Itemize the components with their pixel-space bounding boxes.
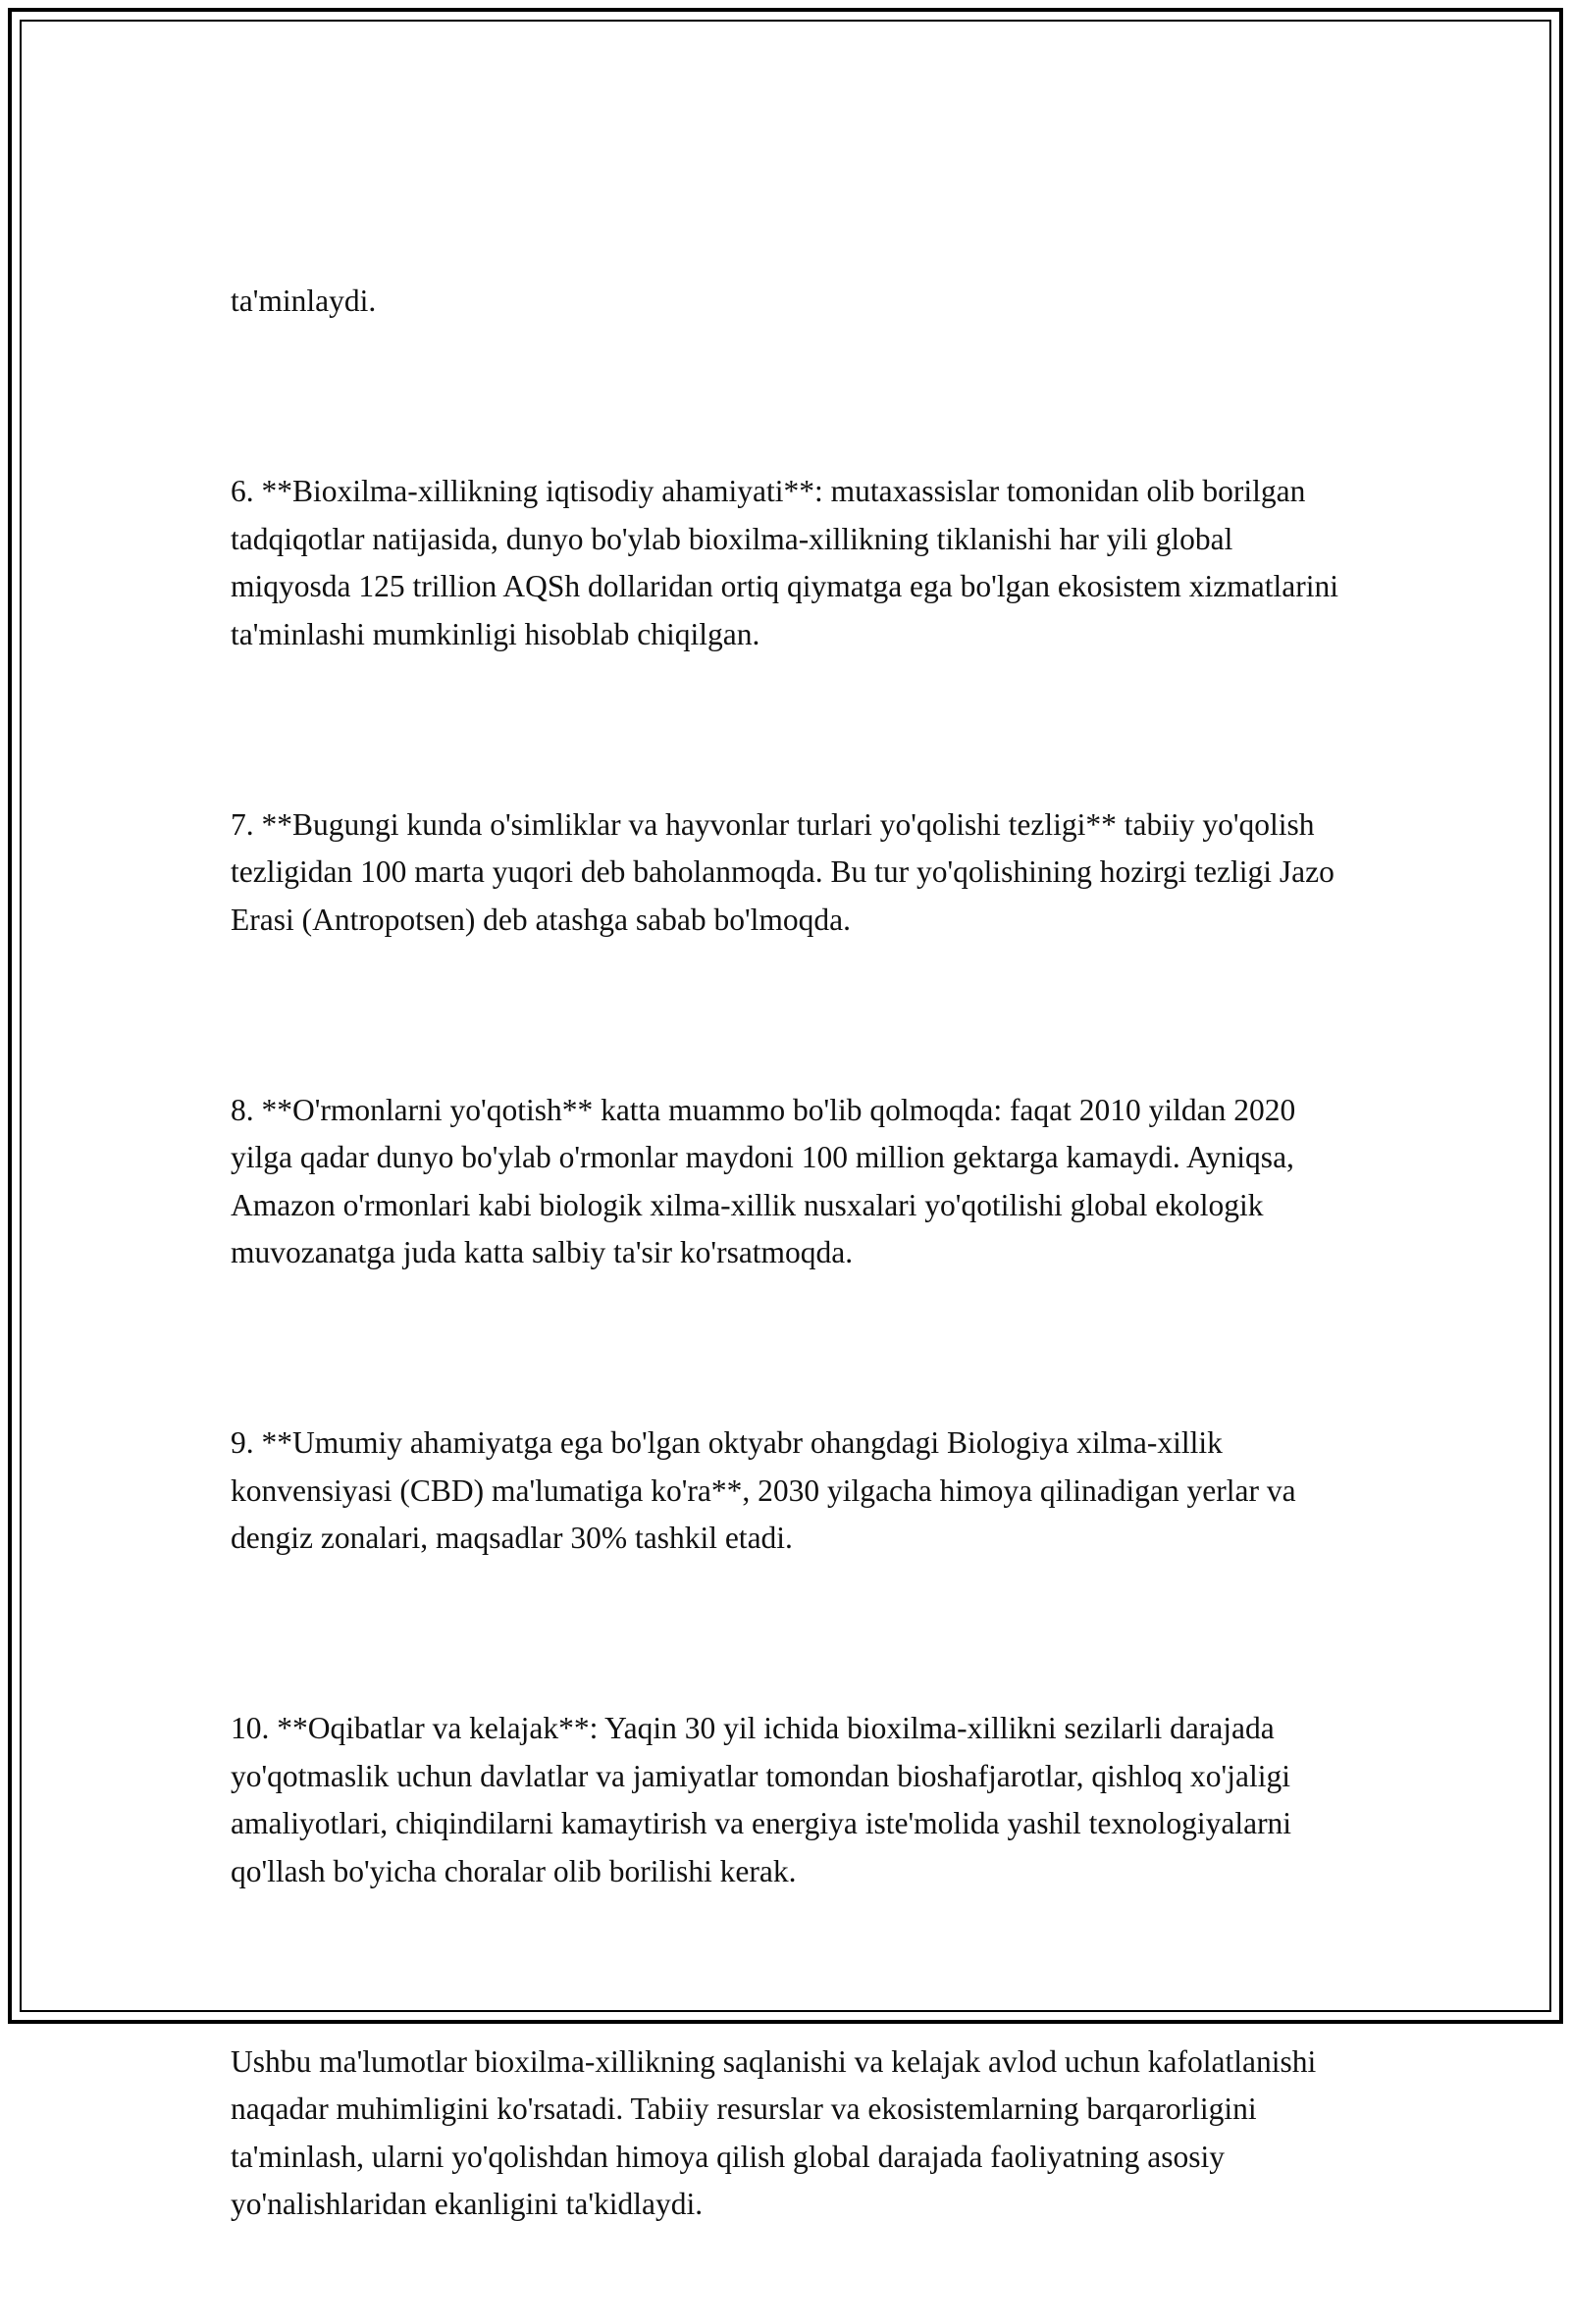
paragraph-item-8: 8. **O'rmonlarni yo'qotish** katta muammo bo'lib qolmoqda: faqat 2010 yildan 2020 yilga qadar dunyo bo'ylab o'rmonlar maydoni 100 million gektarga kamaydi. Ayniqsa, Amazon o'rmonlari kabi biologik xilma-xillik nusxalari yo'qotilishi global ekologik muvozanatga juda katta salbiy ta'sir ko'rsatmoqda. bbox=[231, 1092, 1304, 1269]
paragraph-item-10: 10. **Oqibatlar va kelajak**: Yaqin 30 yil ichida bioxilma-xillikni sezilarli darajada yo'qotmaslik uchun davlatlar va jamiyatlar tomondan bioshafjarotlar, qishloq xo'jaligi amaliyotlari, chiqindilarni kamaytirish va energiya iste'molida yashil texnologiyalarni qo'llash bo'yicha choralar olib borilishi kerak. bbox=[231, 1711, 1299, 1888]
document-body bbox=[231, 182, 1359, 2324]
paragraph-item-9: 9. **Umumiy ahamiyatga ega bo'lgan oktyabr ohangdagi Biologiya xilma-xillik konvensiyasi (CBD) ma'lumatiga ko'ra**, 2030 yilgacha himoya qilinadigan yerlar va dengiz zonalari, maqsadlar 30% tashkil etadi. bbox=[231, 1425, 1304, 1555]
paragraph-continuation: ta'minlaydi. bbox=[231, 284, 377, 318]
paragraph-item-6: 6. **Bioxilma-xillikning iqtisodiy ahamiyati**: mutaxassislar tomonidan olib borilgan tadqiqotlar natijasida, dunyo bo'ylab bioxilma-xillikning tiklanishi har yili global miqyosda 125 trillion AQSh dollaridan ortiq qiymatga ega bo'lgan ekosistem xizmatlarini ta'minlashi mumkinligi hisoblab chiqilgan. bbox=[231, 474, 1346, 651]
paragraph-item-7: 7. **Bugungi kunda o'simliklar va hayvonlar turlari yo'qolishi tezligi** tabiiy yo'qolish tezligidan 100 marta yuqori deb baholanmoqda. Bu tur yo'qolishining hozirgi tezligi Jazo Erasi (Antropotsen) deb atashga sabab bo'lmoqda. bbox=[231, 806, 1342, 937]
paragraph-conclusion: Ushbu ma'lumotlar bioxilma-xillikning saqlanishi va kelajak avlod uchun kafolatlanishi naqadar muhimligini ko'rsatadi. Tabiiy resurslar va ekosistemlarning barqarorligini ta'minlash, ularni yo'qolishdan himoya qilish global darajada faoliyatning asosiy yo'nalishlaridan ekanligini ta'kidlaydi. bbox=[231, 2043, 1325, 2221]
